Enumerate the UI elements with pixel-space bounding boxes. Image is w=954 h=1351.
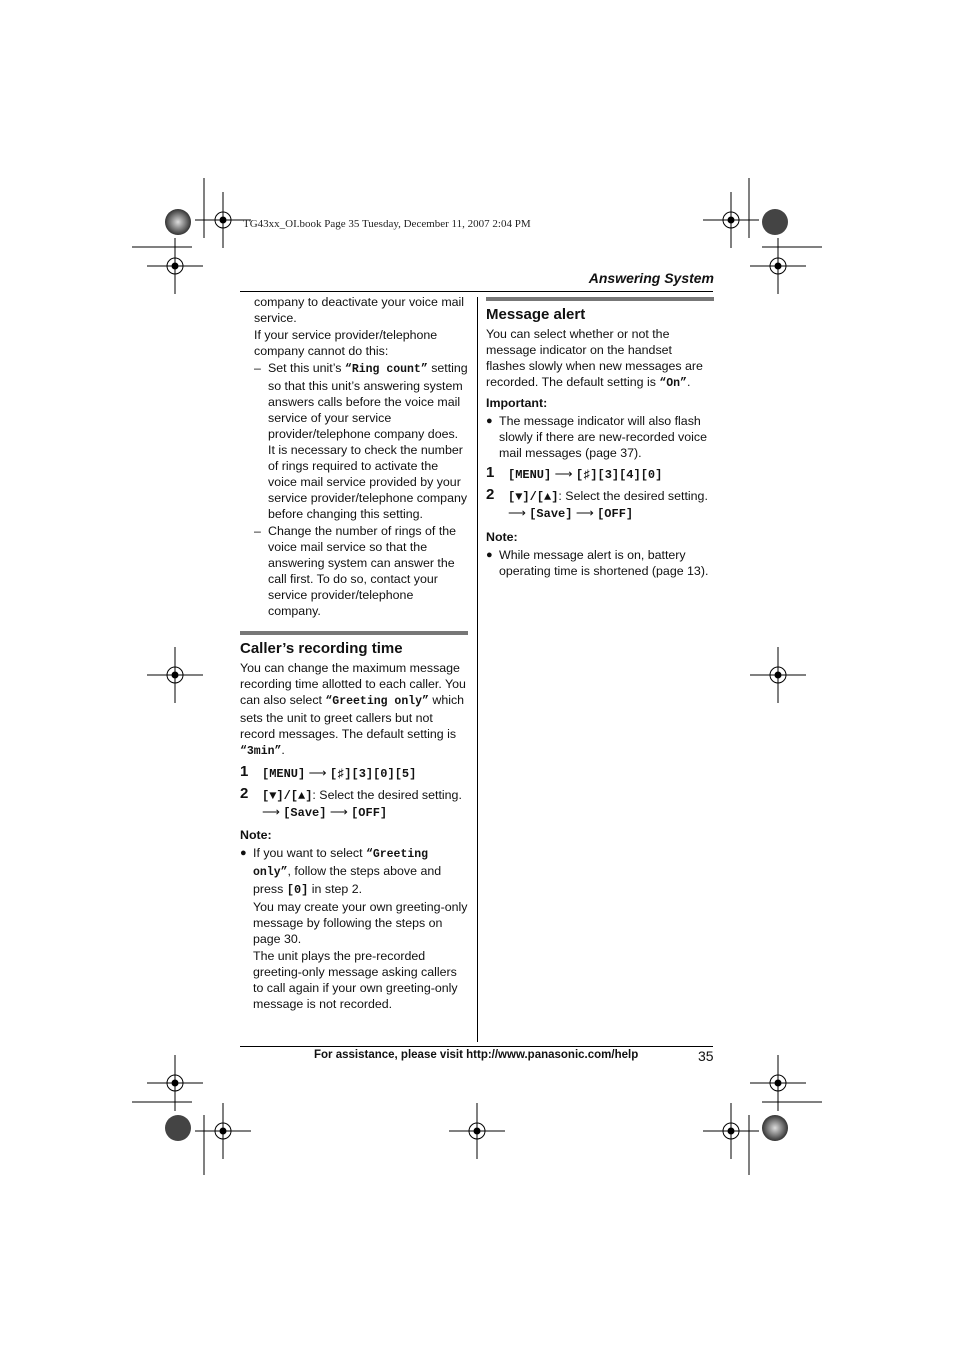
step-2: 2 [▼]/[▲]: Select the desired setting. ⟶ [Save] ⟶ [OFF] (240, 785, 462, 820)
section-bar (240, 631, 468, 635)
continued-text: If your service provider/telephone company cannot do this: (254, 328, 438, 358)
dash-mark: – (254, 524, 261, 538)
bullet-dot: ● (486, 415, 493, 427)
note-paragraph: You may create your own greeting-only message by following the steps on page 30. (253, 900, 468, 946)
footer-rule (240, 1046, 713, 1047)
bullet-dot: ● (486, 549, 493, 561)
right-column (486, 297, 714, 579)
note-bullet: ● While message alert is on, battery operating time is shortened (page 13). (486, 548, 709, 578)
step-2: 2 [▼]/[▲]: Select the desired setting. ⟶ [Save] ⟶ [OFF] (486, 486, 708, 521)
dash-item: – Change the number of rings of the voice mail service so that the answering system can answer the call first. To do so, contact your service provider/telephone company. (254, 524, 457, 618)
column-divider (477, 297, 478, 1042)
dash-item: – Set this unit’s “Ring count” setting so that this unit’s answering system answers calls before the voice mail service of your service provider/telephone company does. It is necessary to check the number of rings required to activate the voice mail service provided by your service provider/telephone company before changing this setting. (254, 361, 468, 521)
note-paragraph: The unit plays the pre-recorded greeting-only message asking callers to call again if your own greeting-only message is not recorded. (253, 949, 458, 1011)
page-number: 35 (698, 1048, 714, 1064)
paragraph: You can select whether or not the message indicator on the handset flashes slowly when new messages are recorded. The default setting is “On”. (486, 327, 703, 390)
note-bullet: ● If you want to select “Greeting only”, follow the steps above and press [0] in step 2. (240, 846, 442, 897)
paragraph: You can change the maximum message recording time allotted to each caller. You can also select “Greeting only” which sets the unit to greet callers but not record messages. The default setting is “3min”. (240, 661, 466, 758)
left-column (240, 294, 468, 1012)
header-rule (240, 291, 713, 292)
starburst-target (762, 209, 788, 235)
step-number: 1 (486, 464, 495, 481)
dash-mark: – (254, 361, 261, 375)
step-number: 1 (240, 763, 249, 780)
step-number: 2 (240, 785, 249, 802)
starburst-target (165, 1115, 191, 1141)
section-heading: Message alert (486, 306, 586, 323)
note-label: Note: (240, 828, 272, 842)
section-bar (486, 297, 714, 301)
note-label: Note: (486, 530, 518, 544)
starburst-target (762, 1115, 788, 1141)
section-title: Answering System (588, 270, 714, 286)
starburst-target (165, 209, 191, 235)
bullet-dot: ● (240, 847, 247, 859)
section-heading: Caller’s recording time (240, 640, 403, 657)
file-info: TG43xx_OI.book Page 35 Tuesday, December 11, 2007 2:04 PM (243, 218, 531, 230)
step-1: 1 [MENU] ⟶ [♯][3][0][5] (240, 763, 417, 781)
assistance-link[interactable]: For assistance, please visit http://www.panasonic.com/help (314, 1049, 639, 1061)
continued-text: company to deactivate your voice mail service. (254, 295, 465, 325)
step-1: 1 [MENU] ⟶ [♯][3][4][0] (486, 464, 663, 482)
step-number: 2 (486, 486, 495, 503)
important-label: Important: (486, 396, 548, 410)
important-bullet: ● The message indicator will also flash slowly if there are new-recorded voice mail messages (page 37). (486, 414, 707, 460)
